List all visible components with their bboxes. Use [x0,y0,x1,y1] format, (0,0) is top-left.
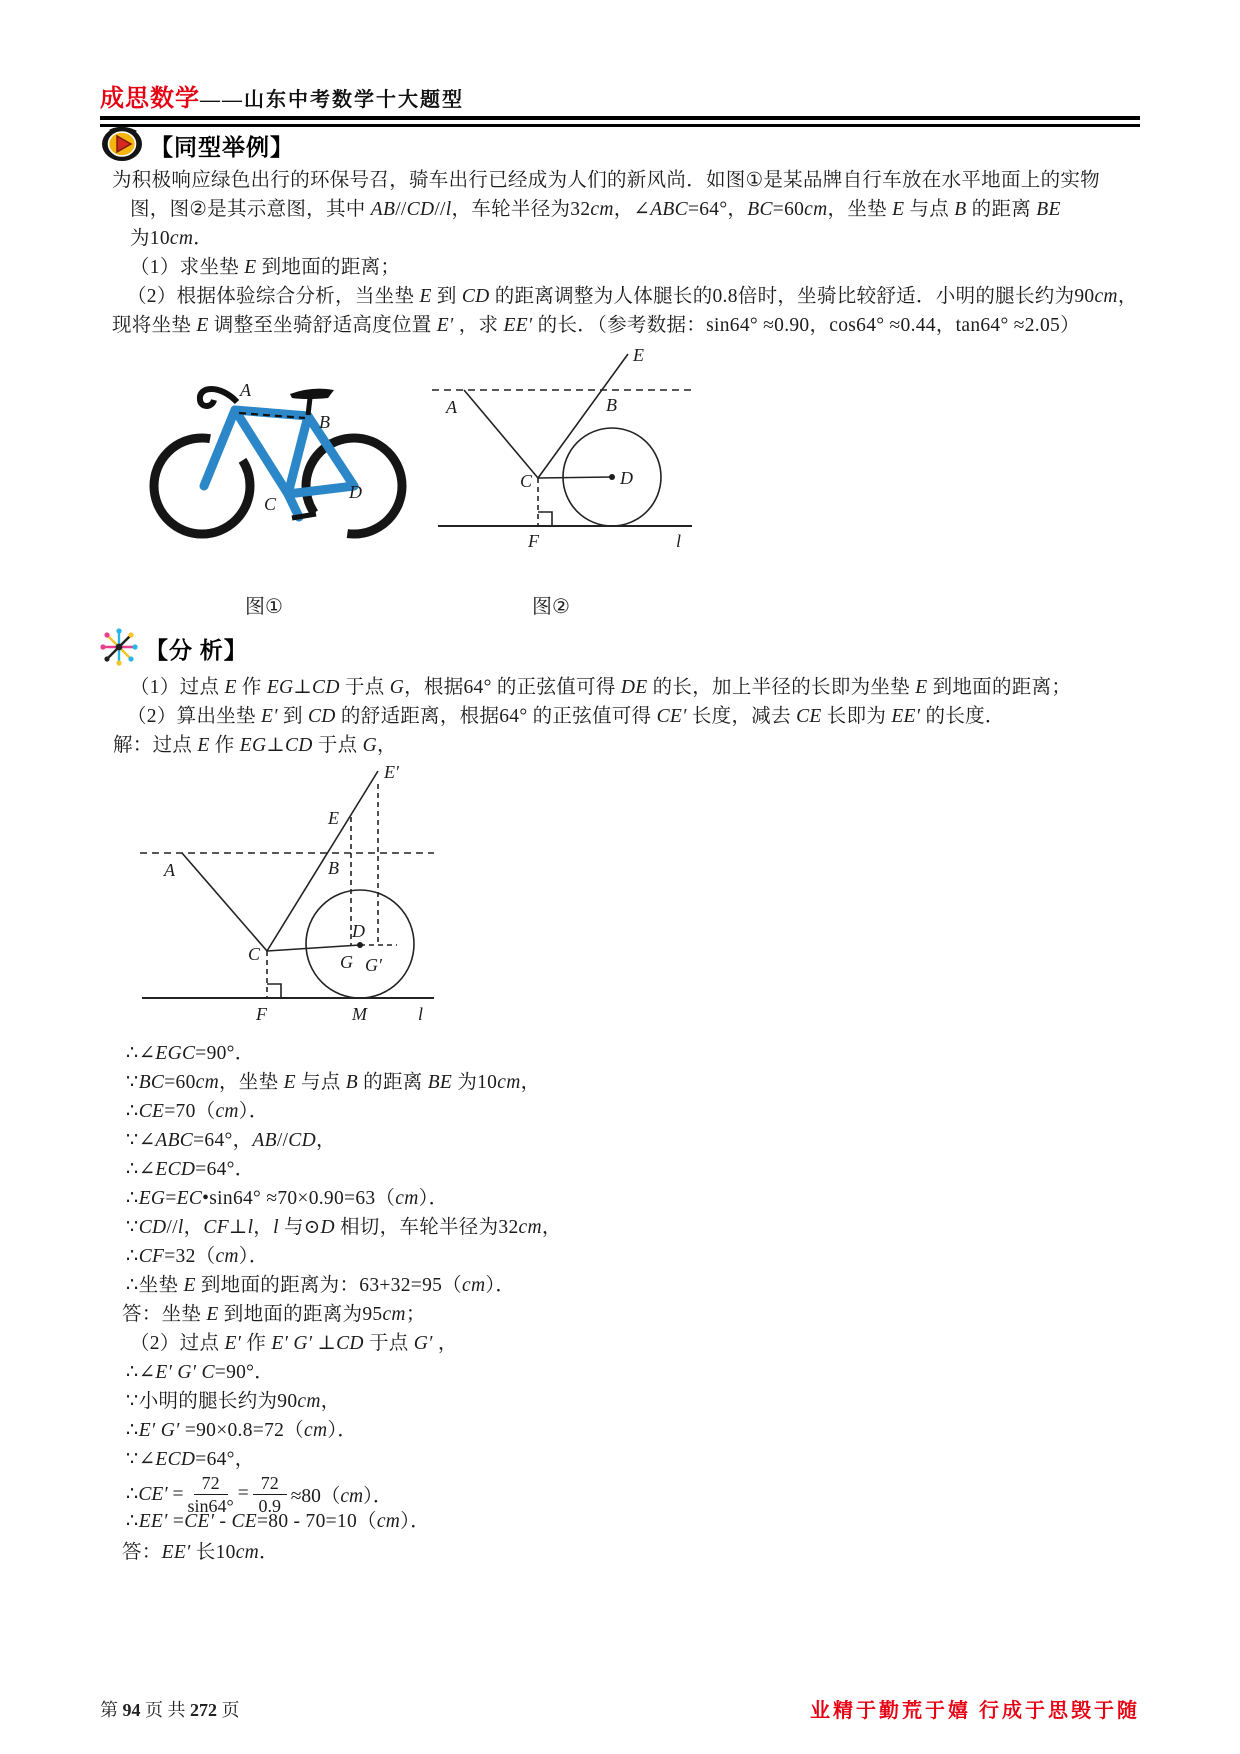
play-eye-icon [100,124,144,164]
page-header [100,78,464,113]
label-B: B [606,395,617,415]
page-total: 272 [190,1700,217,1720]
label-D: D [352,921,365,941]
fraction-2-numerator: 72 [253,1473,287,1495]
bike-frame [204,410,354,517]
figure1-caption: 图① [245,596,283,618]
label-G-prime: G′ [365,955,382,975]
color-star-icon [100,628,138,666]
problem-line: 为积极响应绿色出行的环保号召，骑车出行已经成为人们的新风尚．如图①是某品牌自行车放在水平地面上的实物 [112,170,1100,191]
solution-line: ∵∠ABC=64°，AB//CD， [126,1130,336,1151]
solution-line: 答：EE′ 长10cm． [122,1542,279,1563]
fraction-tail: ≈80（cm）． [290,1486,393,1507]
label-M: M [352,1004,367,1024]
problem-line: （1）求坐垫 E 到地面的距离； [130,257,401,278]
solution-line: 答：坐垫 E 到地面的距离为95cm； [122,1304,426,1325]
label-l: l [418,1004,424,1024]
brand-logo: 成思数学 [100,86,200,112]
solution-line: ∴∠E′ G′ C=90°． [126,1362,275,1383]
bicycle-drawing [142,358,414,558]
label-A: A [446,397,457,417]
analysis-icon-wrap [100,628,138,671]
label-D: D [349,482,362,502]
solution-line: （2）过点 E′ 作 E′ G′ ⊥CD 于点 G′ ， [130,1333,458,1354]
solution-line: ∵CD//l，CF⊥l，l 与⊙D 相切，车轮半径为32cm， [126,1217,562,1238]
example-section-title: 【同型举例】 [150,135,294,160]
problem-line: 图，图②是其示意图，其中 AB//CD//l，车轮半径为32cm，∠ABC=64°，BC=60cm，坐垫 E 与点 B 的距离 BE [130,199,1061,220]
solution-line: ∵小明的腿长约为90cm， [126,1391,341,1412]
label-E: E [633,345,644,365]
label-A: A [240,380,251,400]
problem-line: 为10cm． [130,228,214,249]
label-E-prime: E′ [384,762,399,782]
analysis-line: 解：过点 E 作 EG⊥CD 于点 G， [113,735,397,756]
label-C: C [248,944,261,964]
problem-line: （2）根据体验综合分析，当坐垫 E 到 CD 的距离调整为人体腿长的0.8倍时，坐骑比较舒适．小明的腿长约为90cm， [127,286,1138,307]
solution-line: ∴坐垫 E 到地面的距离为：63+32=95（cm）． [126,1275,516,1296]
label-C: C [264,494,277,514]
label-D: D [620,468,633,488]
figure-bicycle [142,358,414,563]
center-D-dot [609,474,615,480]
center-D-dot [357,942,363,948]
problem-line: 现将坐垫 E 调整至坐骑舒适高度位置 E′ ，求 EE′ 的长．（参考数据：sin64° ≈0.90，cos64° ≈0.44，tan64° ≈2.05） [112,315,1080,336]
seat-post [308,398,310,415]
analysis-section-title: 【分 析】 [145,638,248,663]
seat [290,389,334,399]
figure2-caption: 图② [532,596,570,618]
solution-line: ∴CF=32（cm）． [126,1246,269,1267]
label-B: B [328,858,339,878]
footer-motto: 业精于勤荒于嬉 行成于思毁于随 [810,1700,1140,1722]
header-rule-thick [100,116,1140,120]
solution-figure [112,760,442,1037]
solution-line: ∴CE=70（cm）． [126,1101,269,1122]
label-E: E [328,808,339,828]
fraction-2-denominator: 0.9 [258,1495,281,1516]
label-F: F [256,1004,267,1024]
solution-diagram [112,760,442,1032]
solution-line: ∴∠ECD=64°． [126,1159,255,1180]
example-section-icon-wrap [100,124,144,169]
fraction-1-denominator: sin64° [187,1495,234,1516]
figure-schematic [420,345,700,560]
handlebar [200,389,237,406]
analysis-line: （2）算出坐垫 E′ 到 CD 的舒适距离，根据64° 的正弦值可得 CE′ 长度，减去 CE 长即为 EE′ 的长度． [127,706,1005,727]
label-G: G [340,952,353,972]
solution-line: ∵∠ECD=64°， [126,1449,255,1470]
header-subtitle: ——山东中考数学十大题型 [200,89,464,111]
solution-line: ∴EE′ =CE′ - CE=80 - 70=10（cm）． [126,1511,431,1532]
solution-line: ∴EG=EC•sin64° ≈70×0.90=63（cm）． [126,1188,449,1209]
fraction-lead: ∴CE′ = [126,1484,184,1505]
fraction-equals: = [237,1483,249,1504]
label-F: F [528,531,539,551]
page-current: 94 [122,1700,141,1720]
header-rule-thin [100,124,1140,127]
fraction-1-numerator: 72 [194,1473,228,1495]
label-A: A [164,860,175,880]
label-C: C [520,471,533,491]
label-B: B [319,412,330,432]
page-number: 第 94 页 共 272 页 [100,1700,240,1720]
solution-line: ∵BC=60cm，坐垫 E 与点 B 的距离 BE 为10cm， [126,1072,541,1093]
analysis-line: （1）过点 E 作 EG⊥CD 于点 G，根据64° 的正弦值可得 DE 的长，加上半径的长即为坐垫 E 到地面的距离； [130,677,1072,698]
label-l: l [676,531,682,551]
solution-line: ∴E′ G′ =90×0.8=72（cm）． [126,1420,358,1441]
solution-line: ∴∠EGC=90°． [126,1043,255,1064]
schematic-diagram [420,345,700,555]
